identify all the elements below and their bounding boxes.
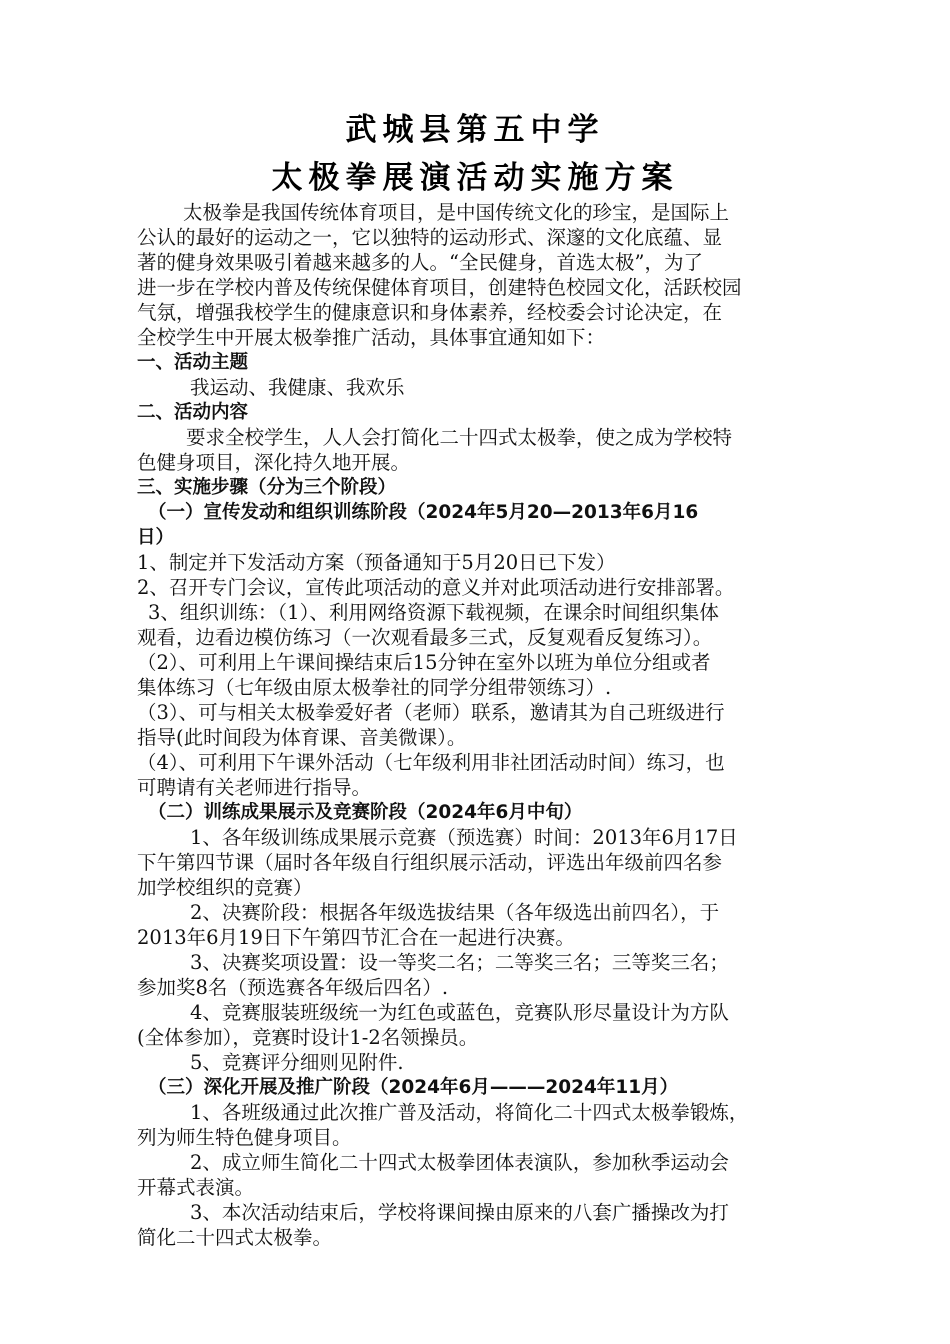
- body-line: 开幕式表演。: [137, 1176, 255, 1199]
- plan-title: 太极拳展演活动实施方案: [271, 160, 679, 196]
- body-line: 1、各班级通过此次推广普及活动，将简化二十四式太极拳锻炼，: [190, 1101, 749, 1124]
- body-line: 3、本次活动结束后，学校将课间操由原来的八套广播操改为打: [190, 1201, 729, 1224]
- body-line: 3、组织训练：（1）、利用网络资源下载视频，在课余时间组织集体: [148, 601, 719, 624]
- section-heading: 一、活动主题: [137, 352, 249, 373]
- body-line: 列为师生特色健身项目。: [137, 1126, 352, 1149]
- body-line: 1、制定并下发活动方案（预备通知于5月20日已下发）: [137, 551, 616, 574]
- intro-line: 气氛，增强我校学生的健康意识和身体素养，经校委会讨论决定，在: [137, 301, 723, 324]
- body-line: 集体练习（七年级由原太极拳社的同学分组带领练习）.: [137, 676, 612, 699]
- body-line: 观看，边看边模仿练习（一次观看最多三式，反复观看反复练习）。: [137, 626, 713, 649]
- stage-heading: （一）宣传发动和组织训练阶段（2024年5月20—2013年6月16: [148, 502, 699, 523]
- stage-heading: （二）训练成果展示及竞赛阶段（2024年6月中旬）: [148, 802, 583, 823]
- body-line: 2、决赛阶段：根据各年级选拔结果（各年级选出前四名），于: [190, 901, 720, 924]
- body-line: 下午第四节课（届时各年级自行组织展示活动，评选出年级前四名参: [137, 851, 723, 874]
- body-line: (全体参加），竞赛时设计1-2名领操员。: [137, 1026, 479, 1049]
- body-line: 5、竞赛评分细则见附件.: [190, 1051, 404, 1074]
- body-line: 加学校组织的竞赛）: [137, 876, 313, 899]
- body-line: 2013年6月19日下午第四节汇合在一起进行决赛。: [137, 926, 575, 949]
- body-line: （3）、可与相关太极拳爱好者（老师）联系，邀请其为自己班级进行: [137, 701, 725, 724]
- stage-heading: 日）: [137, 527, 175, 548]
- intro-line: 太极拳是我国传统体育项目，是中国传统文化的珍宝，是国际上: [183, 201, 730, 224]
- intro-line: 全校学生中开展太极拳推广活动，具体事宜通知如下：: [137, 326, 606, 349]
- intro-line: 公认的最好的运动之一，它以独特的运动形式、深邃的文化底蕴、显: [137, 226, 723, 249]
- intro-line: 进一步在学校内普及传统保健体育项目，创建特色校园文化，活跃校园: [137, 276, 742, 299]
- stage-heading: （三）深化开展及推广阶段（2024年6月———2024年11月）: [148, 1077, 679, 1098]
- body-line: 指导(此时间段为体育课、音美微课）。: [137, 726, 467, 749]
- body-line: 1、各年级训练成果展示竞赛（预选赛）时间：2013年6月17日: [190, 826, 738, 849]
- body-line: 要求全校学生，人人会打简化二十四式太极拳，使之成为学校特: [186, 426, 733, 449]
- body-line: （4）、可利用下午课外活动（七年级利用非社团活动时间）练习，也: [137, 751, 725, 774]
- body-line: 色健身项目，深化持久地开展。: [137, 451, 411, 474]
- body-line: 可聘请有关老师进行指导。: [137, 776, 372, 799]
- body-line: 参加奖8名（预选赛各年级后四名）.: [137, 976, 449, 999]
- body-line: 2、召开专门会议，宣传此项活动的意义并对此项活动进行安排部署。: [137, 576, 735, 599]
- school-title: 武城县第五中学: [345, 112, 605, 148]
- section-heading: 二、活动内容: [137, 402, 249, 423]
- body-line: 我运动、我健康、我欢乐: [190, 376, 405, 399]
- body-line: 2、成立师生简化二十四式太极拳团体表演队，参加秋季运动会: [190, 1151, 729, 1174]
- body-line: 4、竞赛服装班级统一为红色或蓝色，竞赛队形尽量设计为方队: [190, 1001, 729, 1024]
- body-line: （2）、可利用上午课间操结束后15分钟在室外以班为单位分组或者: [137, 651, 711, 674]
- body-line: 3、决赛奖项设置：设一等奖二名；二等奖三名；三等奖三名；: [190, 951, 729, 974]
- body-line: 简化二十四式太极拳。: [137, 1226, 333, 1249]
- intro-line: 著的健身效果吸引着越来越多的人。“全民健身，首选太极”，为了: [137, 251, 703, 274]
- section-heading: 三、实施步骤（分为三个阶段）: [137, 477, 397, 498]
